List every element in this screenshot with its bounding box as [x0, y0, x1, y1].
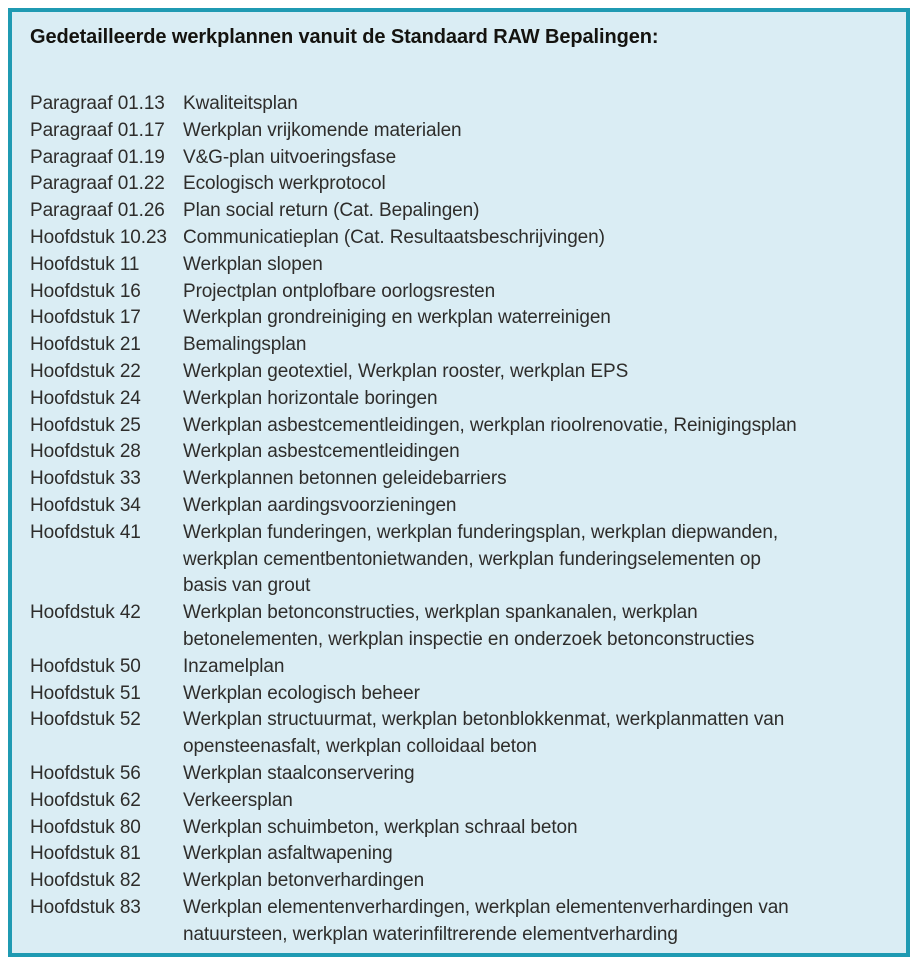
- row-description: [183, 91, 890, 118]
- werkplan-row: [30, 145, 890, 172]
- row-description-line: Werkplan horizontale boringen: [183, 387, 438, 409]
- row-description: [183, 654, 890, 681]
- row-description: [183, 520, 890, 600]
- row-description-line: Werkplan slopen: [183, 253, 323, 275]
- row-description-line: Werkplan asbestcementleidingen: [183, 441, 460, 463]
- row-description: [183, 145, 890, 172]
- row-reference: Hoofdstuk 50: [30, 655, 141, 677]
- row-reference: Hoofdstuk 81: [30, 843, 141, 865]
- werkplan-row: [30, 841, 890, 868]
- row-description-line: Communicatieplan (Cat. Resultaatsbeschrijvingen): [183, 226, 605, 248]
- werkplan-row: [30, 413, 890, 440]
- row-description-line: Bemalingsplan: [183, 334, 307, 356]
- werkplan-row: [30, 654, 890, 681]
- row-reference: Hoofdstuk 83: [30, 896, 141, 918]
- row-description-line: Werkplan funderingen, werkplan funderingsplan, werkplan diepwanden,: [183, 521, 779, 543]
- row-description-line: Werkplan ecologisch beheer: [183, 682, 420, 704]
- row-description-line: Werkplan aardingsvoorzieningen: [183, 494, 457, 516]
- row-description-line: Werkplan betonverhardingen: [183, 870, 425, 892]
- werkplan-row: [30, 252, 890, 279]
- row-description: [183, 788, 890, 815]
- werkplan-row: [30, 815, 890, 842]
- row-reference: Hoofdstuk 10.23: [30, 226, 167, 248]
- row-reference: Hoofdstuk 21: [30, 334, 141, 356]
- row-reference: Paragraaf 01.13: [30, 93, 165, 114]
- werkplan-row: [30, 305, 890, 332]
- werkplan-row: [30, 118, 890, 145]
- row-reference: Hoofdstuk 25: [30, 414, 141, 436]
- werkplan-row: [30, 91, 890, 118]
- row-description-line: Werkplan geotextiel, Werkplan rooster, werkplan EPS: [183, 360, 629, 382]
- row-description-line: Werkplan asbestcementleidingen, werkplan rioolrenovatie, Reinigingsplan: [183, 414, 797, 436]
- row-description: [183, 761, 890, 788]
- row-description-line: Werkplan grondreiniging en werkplan waterreinigen: [183, 307, 611, 329]
- row-description-line: Verkeersplan: [183, 789, 293, 811]
- row-description-line: Werkplan vrijkomende materialen: [183, 119, 462, 141]
- row-reference: Hoofdstuk 17: [30, 307, 141, 329]
- row-reference: Hoofdstuk 62: [30, 789, 141, 811]
- werkplan-row: [30, 520, 890, 600]
- row-description: [183, 413, 890, 440]
- werkplan-row: [30, 868, 890, 895]
- row-description: [183, 439, 890, 466]
- row-description: [183, 815, 890, 842]
- row-reference: Hoofdstuk 56: [30, 762, 141, 784]
- row-reference: Paragraaf 01.17: [30, 119, 165, 141]
- row-description-line: Werkplan asfaltwapening: [183, 843, 393, 865]
- row-description: [183, 279, 890, 306]
- panel-title: Gedetailleerde werkplannen vanuit de Standaard RAW Bepalingen:: [30, 26, 659, 48]
- row-description-line: Werkplan elementenverhardingen, werkplan elementenverhardingen van: [183, 896, 789, 918]
- werkplan-row: [30, 681, 890, 708]
- werkplan-row: [30, 386, 890, 413]
- row-description: [183, 868, 890, 895]
- werkplan-row: [30, 761, 890, 788]
- row-description-line: Werkplan staalconservering: [183, 762, 415, 784]
- row-description-line: Werkplan betonconstructies, werkplan spankanalen, werkplan: [183, 602, 698, 624]
- row-description-line: betonelementen, werkplan inspectie en onderzoek betonconstructies: [183, 628, 755, 650]
- row-description: [183, 252, 890, 279]
- row-reference: Paragraaf 01.22: [30, 173, 165, 195]
- row-description: [183, 386, 890, 413]
- row-description: [183, 332, 890, 359]
- row-description-line: basis van grout: [183, 575, 311, 597]
- row-description: [183, 841, 890, 868]
- werkplan-row: [30, 600, 890, 654]
- row-reference: Hoofdstuk 33: [30, 468, 141, 490]
- werkplan-row: [30, 439, 890, 466]
- werkplan-row: [30, 225, 890, 252]
- row-description-line: opensteenasfalt, werkplan colloidaal beton: [183, 736, 537, 758]
- row-description: [183, 305, 890, 332]
- werkplan-row: [30, 332, 890, 359]
- row-reference: Paragraaf 01.19: [30, 146, 165, 168]
- row-reference: Hoofdstuk 24: [30, 387, 141, 409]
- row-description: [183, 600, 890, 654]
- row-description: [183, 171, 890, 198]
- werkplan-row: [30, 493, 890, 520]
- row-description: [183, 493, 890, 520]
- row-description: [183, 198, 890, 225]
- row-reference: Hoofdstuk 52: [30, 709, 141, 731]
- werkplan-row: [30, 707, 890, 761]
- row-description-line: Ecologisch werkprotocol: [183, 173, 386, 195]
- row-description-line: Werkplan structuurmat, werkplan betonblokkenmat, werkplanmatten van: [183, 709, 785, 731]
- row-description-line: Plan social return (Cat. Bepalingen): [183, 200, 480, 222]
- row-description: [183, 466, 890, 493]
- werkplannen-list: [30, 91, 890, 949]
- row-description-line: V&G-plan uitvoeringsfase: [183, 146, 397, 168]
- row-reference: Paragraaf 01.26: [30, 200, 165, 222]
- row-description-line: werkplan cementbentonietwanden, werkplan funderingselementen op: [183, 548, 761, 570]
- row-description: [183, 707, 890, 761]
- row-reference: Hoofdstuk 80: [30, 816, 141, 838]
- row-reference: Hoofdstuk 11: [30, 253, 140, 275]
- row-reference: Hoofdstuk 82: [30, 870, 141, 892]
- werkplan-row: [30, 466, 890, 493]
- row-reference: Hoofdstuk 22: [30, 360, 141, 382]
- werkplan-row: [30, 171, 890, 198]
- row-description: [183, 225, 890, 252]
- row-description-line: Kwaliteitsplan: [183, 93, 298, 114]
- row-description-line: Inzamelplan: [183, 655, 285, 677]
- row-description-line: Werkplan schuimbeton, werkplan schraal beton: [183, 816, 578, 838]
- row-reference: Hoofdstuk 51: [30, 682, 141, 704]
- row-description: [183, 895, 890, 949]
- row-description-line: natuursteen, werkplan waterinfiltrerende elementverharding: [183, 923, 678, 945]
- werkplan-row: [30, 359, 890, 386]
- werkplan-row: [30, 788, 890, 815]
- row-description: [183, 359, 890, 386]
- werkplannen-panel: [8, 8, 910, 957]
- row-description: [183, 681, 890, 708]
- werkplan-row: [30, 895, 890, 949]
- werkplan-row: [30, 279, 890, 306]
- row-description-line: Werkplannen betonnen geleidebarriers: [183, 468, 507, 490]
- row-reference: Hoofdstuk 34: [30, 494, 141, 516]
- row-reference: Hoofdstuk 41: [30, 521, 141, 543]
- row-description: [183, 118, 890, 145]
- row-description-line: Projectplan ontplofbare oorlogsresten: [183, 280, 496, 302]
- row-reference: Hoofdstuk 16: [30, 280, 141, 302]
- row-reference: Hoofdstuk 42: [30, 602, 141, 624]
- werkplan-row: [30, 198, 890, 225]
- row-reference: Hoofdstuk 28: [30, 441, 141, 463]
